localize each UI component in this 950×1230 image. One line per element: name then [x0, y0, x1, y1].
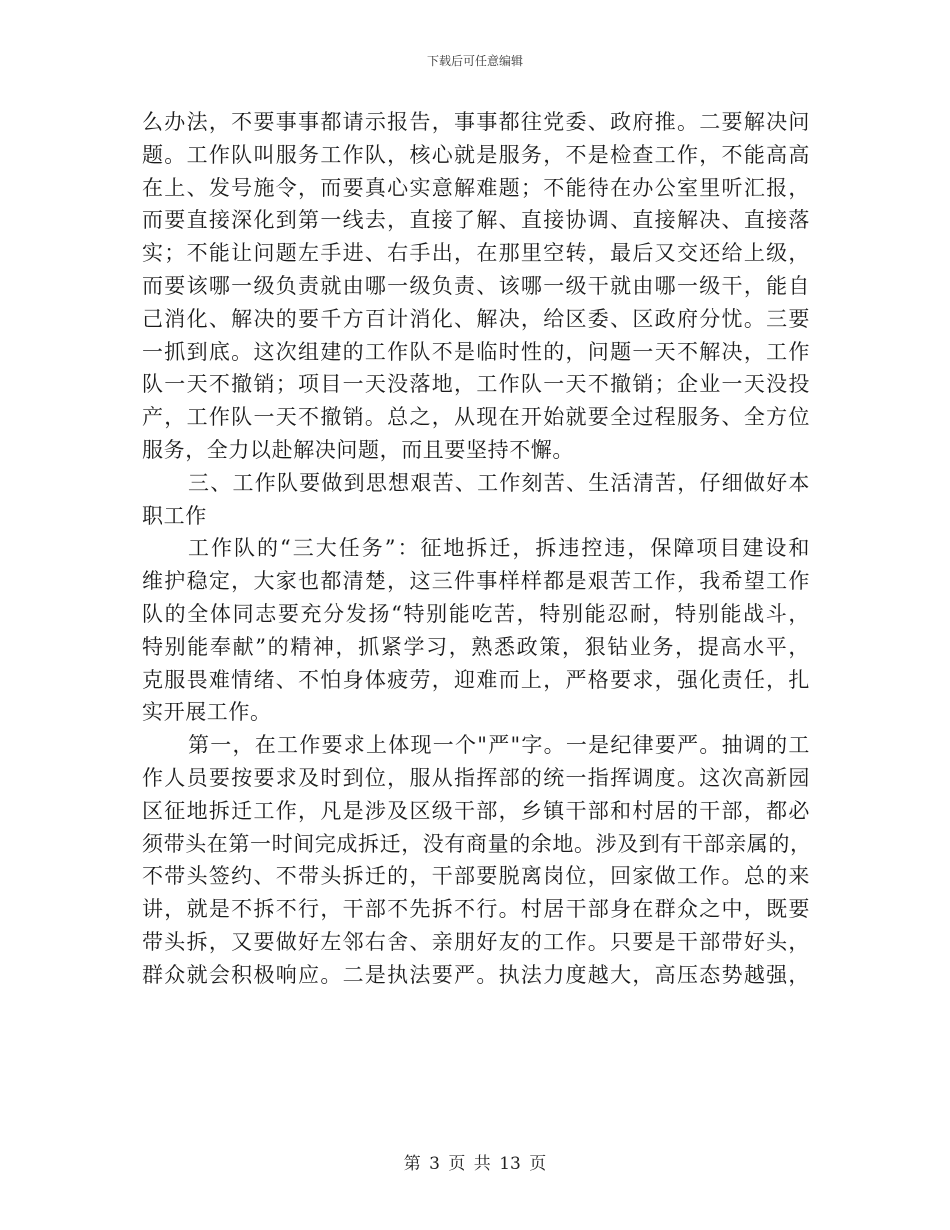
text-line: 而要直接深化到第一线去，直接了解、直接协调、直接解决、直接落	[142, 208, 810, 233]
text-line: 在上、发号施令，而要真心实意解难题；不能待在办公室里听汇报，	[142, 175, 810, 200]
text-line: 区征地拆迁工作，凡是涉及区级干部，乡镇干部和村居的干部，都必	[142, 798, 810, 823]
text-line: 实；不能让问题左手进、右手出，在那里空转，最后又交还给上级，	[142, 241, 810, 266]
text-line: 克服畏难情绪、不怕身体疲劳，迎难而上，严格要求，强化责任，扎	[142, 667, 810, 692]
text-line: 不带头签约、不带头拆迁的，干部要脱离岗位，回家做工作。总的来	[142, 864, 810, 889]
text-line: 么办法，不要事事都请示报告，事事都往党委、政府推。二要解决问	[142, 110, 810, 134]
page-header: 下载后可任意编辑	[426, 54, 523, 68]
text-line: 服务，全力以赴解决问题，而且要坚持不懈。	[142, 437, 574, 462]
text-line: 题。工作队叫服务工作队，核心就是服务，不是检查工作，不能高高	[142, 142, 810, 167]
text-line: 而要该哪一级负责就由哪一级负责、该哪一级干就由哪一级干，能自	[142, 273, 810, 298]
text-line: 职工作	[142, 503, 207, 528]
text-line: 带头拆，又要做好左邻右舍、亲朋好友的工作。只要是干部带好头，	[142, 929, 810, 954]
text-line: 讲，就是不拆不行，干部不先拆不行。村居干部身在群众之中，既要	[142, 897, 810, 922]
body-text	[142, 106, 810, 992]
text-line: 一抓到底。这次组建的工作队不是临时性的，问题一天不解决，工作	[142, 339, 810, 364]
text-line: 须带头在第一时间完成拆迁，没有商量的余地。涉及到有干部亲属的，	[142, 831, 812, 856]
text-line: 工作队的“三大任务”：征地拆迁，拆违控违，保障项目建设和	[188, 536, 810, 561]
text-line: 第一，在工作要求上体现一个"严"字。一是纪律要严。抽调的工	[188, 733, 810, 758]
page-footer: 第 3 页 共 13 页	[403, 1154, 547, 1174]
text-line: 维护稳定，大家也都清楚，这三件事样样都是艰苦工作，我希望工作	[142, 569, 810, 594]
text-line: 队一天不撤销；项目一天没落地，工作队一天不撤销；企业一天没投	[142, 372, 810, 397]
text-line: 特别能奉献”的精神，抓紧学习，熟悉政策，狠钻业务，提高水平，	[142, 634, 810, 659]
text-line: 群众就会积极响应。二是执法要严。执法力度越大，高压态势越强，	[142, 962, 810, 987]
text-line: 作人员要按要求及时到位，服从指挥部的统一指挥调度。这次高新园	[142, 765, 810, 790]
text-line: 实开展工作。	[142, 700, 272, 725]
text-line: 己消化、解决的要千方百计消化、解决，给区委、区政府分忧。三要	[142, 306, 810, 331]
text-line: 队的全体同志要充分发扬“特别能吃苦，特别能忍耐，特别能战斗，	[142, 601, 810, 626]
text-line: 三、工作队要做到思想艰苦、工作刻苦、生活清苦，仔细做好本	[188, 470, 810, 495]
text-line: 产，工作队一天不撤销。总之，从现在开始就要全过程服务、全方位	[142, 405, 810, 430]
